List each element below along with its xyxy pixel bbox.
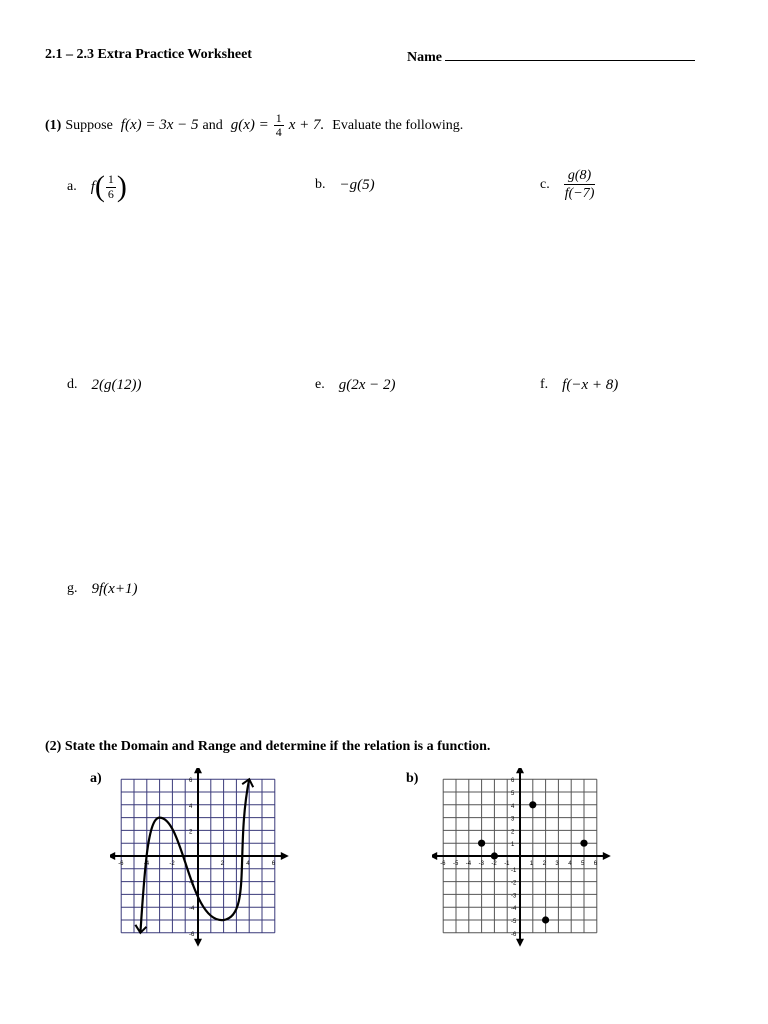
x-tick-label: 4 <box>568 861 572 867</box>
x-tick-label: 4 <box>246 861 250 867</box>
q1-item-g <box>67 581 137 598</box>
x-axis-arrow-right <box>281 852 289 860</box>
q1-suppose: Suppose <box>65 117 113 133</box>
item-expression: −g(5) <box>339 177 375 193</box>
q1-g-fraction-den: 4 <box>275 125 282 140</box>
x-tick-label: 6 <box>593 861 598 867</box>
item-expression: 2(g(12)) <box>91 377 142 393</box>
graph-b <box>432 768 612 948</box>
y-tick-label: 3 <box>511 816 515 823</box>
x-tick-label: -4 <box>143 861 150 867</box>
q2-prompt: (2) State the Domain and Range and determine if the relation is a function. <box>45 739 491 754</box>
x-tick-label: -2 <box>169 861 175 867</box>
item-letter: a. <box>67 179 77 194</box>
y-axis-arrow-down <box>516 939 524 947</box>
q1-g-fraction <box>274 112 284 139</box>
x-axis-arrow-right <box>603 852 611 860</box>
q1-evaluate: Evaluate the following. <box>332 117 464 133</box>
item-a-fraction-den: 6 <box>107 186 114 201</box>
item-c-fraction <box>561 168 599 202</box>
q1-g-definition-rhs: x + 7. <box>288 117 325 134</box>
q1-g-definition-lhs: g(x) = <box>230 117 269 134</box>
x-tick-label: 1 <box>529 861 534 867</box>
y-tick-label: 6 <box>189 778 193 785</box>
open-paren: ( <box>94 170 105 203</box>
data-point <box>491 852 498 859</box>
x-axis-arrow-left <box>110 852 115 860</box>
q1-item-e <box>315 377 396 394</box>
name-label: Name <box>407 50 442 65</box>
data-point <box>478 840 485 847</box>
y-tick-label: 4 <box>189 803 193 810</box>
q1-f-definition: f(x) = 3x − 5 <box>120 117 199 134</box>
y-axis-arrow-down <box>194 939 202 947</box>
y-tick-label: -6 <box>189 931 195 938</box>
graph-a <box>110 768 290 948</box>
item-letter: g. <box>67 581 78 596</box>
x-tick-label: -6 <box>440 861 446 867</box>
y-tick-label: -3 <box>511 893 517 900</box>
x-tick-label: 6 <box>271 861 276 867</box>
x-tick-label: -1 <box>504 861 510 867</box>
y-tick-label: -4 <box>189 906 195 913</box>
x-tick-label: -3 <box>478 861 484 867</box>
item-expression: 9f(x+1) <box>91 581 138 597</box>
x-tick-label: -2 <box>491 861 497 867</box>
y-tick-label: 2 <box>189 829 193 836</box>
y-tick-label: -4 <box>511 906 517 913</box>
item-letter: b. <box>315 177 326 192</box>
y-tick-label: 4 <box>511 803 515 810</box>
item-a-fraction-num: 1 <box>107 172 114 187</box>
item-c-fraction-den: f(−7) <box>564 186 595 202</box>
y-tick-label: -1 <box>511 867 517 874</box>
y-tick-label: 1 <box>511 842 515 849</box>
x-axis-arrow-left <box>432 852 437 860</box>
name-blank-line[interactable] <box>445 47 695 61</box>
name-field[interactable] <box>407 47 695 66</box>
item-letter: f. <box>540 377 549 392</box>
graph-a-label: a) <box>90 771 102 786</box>
x-tick-label: -4 <box>465 861 472 867</box>
x-tick-label: 2 <box>220 861 224 867</box>
x-tick-label: 2 <box>542 861 546 867</box>
q1-item-c <box>540 168 599 202</box>
data-point <box>542 916 549 923</box>
item-letter: c. <box>540 176 550 192</box>
q1-number: (1) <box>45 117 62 133</box>
item-expression: f(−x + 8) <box>562 377 619 393</box>
data-point <box>529 801 536 808</box>
q1-item-b <box>315 177 375 194</box>
worksheet-title: 2.1 – 2.3 Extra Practice Worksheet <box>45 47 252 62</box>
item-a-fraction <box>106 173 116 200</box>
y-axis-arrow-up <box>516 768 524 773</box>
close-paren: ) <box>116 170 127 203</box>
y-axis-arrow-up <box>194 768 202 773</box>
x-tick-label: -6 <box>118 861 124 867</box>
x-tick-label: 5 <box>581 861 585 867</box>
item-c-fraction-num: g(8) <box>564 168 595 185</box>
q1-item-a <box>67 172 127 202</box>
q1-g-fraction-num: 1 <box>275 111 282 125</box>
x-tick-label: 3 <box>555 861 559 867</box>
y-tick-label: -2 <box>511 880 517 887</box>
y-tick-label: -2 <box>189 880 195 887</box>
item-letter: d. <box>67 377 78 392</box>
q1-item-f <box>540 377 618 394</box>
item-expression: g(2x − 2) <box>338 377 396 393</box>
y-tick-label: -6 <box>511 931 517 938</box>
y-tick-label: 5 <box>511 791 515 797</box>
q1-prompt <box>45 112 463 139</box>
graph-b-label: b) <box>406 771 419 786</box>
y-tick-label: -5 <box>511 919 517 925</box>
y-tick-label: 6 <box>511 778 515 785</box>
x-tick-label: -5 <box>453 861 459 867</box>
item-a-function: f <box>90 178 95 195</box>
item-letter: e. <box>315 377 325 392</box>
y-tick-label: 2 <box>511 829 515 836</box>
q1-and: and <box>202 117 223 133</box>
q1-item-d <box>67 377 141 394</box>
item-expression <box>91 172 127 202</box>
data-point <box>580 840 587 847</box>
